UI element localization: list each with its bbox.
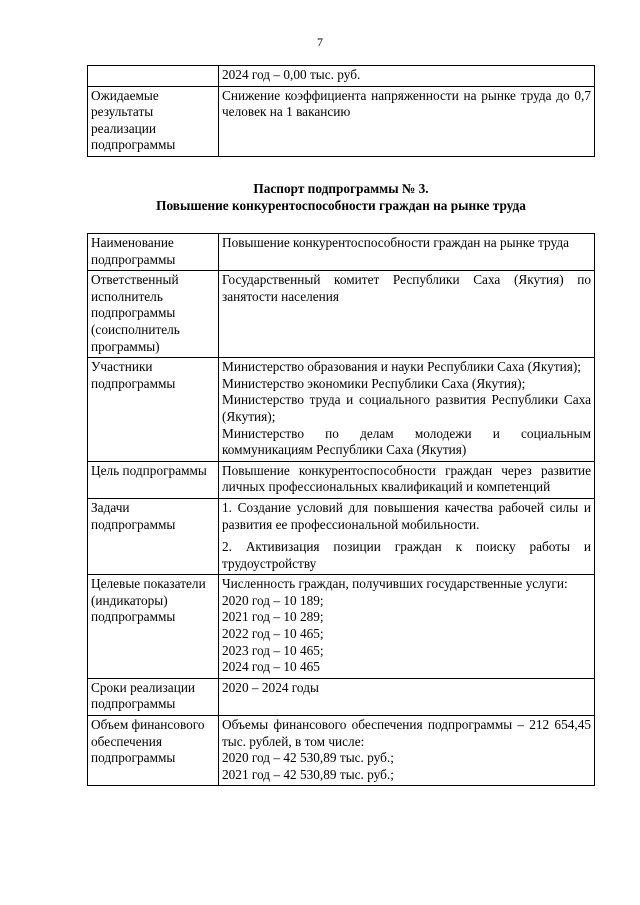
value-line: 2020 год – 10 189; [222, 592, 324, 608]
table-row [88, 66, 595, 87]
value-line: 2022 год – 10 465; [222, 626, 324, 642]
value-line: Повышение конкурентоспособности граждан на рынке труда [222, 235, 569, 250]
heading-line-1: Паспорт подпрограммы № 3. [253, 181, 429, 196]
row-value [219, 498, 595, 574]
passport-table [87, 233, 595, 786]
table-row [88, 575, 595, 679]
value-line: Министерство по делам молодежи и социальным коммуникациям Республики Саха (Якутия) [222, 425, 591, 458]
value-line: 2024 год – 10 465 [222, 659, 320, 675]
value-line: Объемы финансового обеспечения подпрограммы – 212 654,45 тыс. рублей, в том числе: [222, 717, 591, 749]
row-value [219, 461, 595, 498]
heading-line-2: Повышение конкурентоспособности граждан на рынке труда [156, 198, 526, 213]
page-number: 7 [317, 35, 323, 49]
row-value [219, 678, 595, 715]
row-label: Объем финансового обеспечения подпрограммы [88, 716, 219, 786]
row-label: Задачи подпрограммы [88, 498, 219, 574]
row-label: Ответственный исполнитель подпрограммы (соисполнитель программы) [88, 271, 219, 358]
row-label: Целевые показатели (индикаторы) подпрограммы [88, 575, 219, 679]
table-row [88, 678, 595, 715]
section-heading [87, 180, 595, 214]
value-line: 2020 – 2024 годы [222, 679, 319, 695]
value-line: Государственный комитет Республики Саха (Якутия) по занятости населения [222, 272, 591, 304]
row-value [219, 271, 595, 358]
row-value [219, 358, 595, 462]
value-line: Министерство труда и социального развития Республики Саха (Якутия); [222, 392, 591, 424]
value-line: Министерство образования и науки Республики Саха (Якутия); [222, 359, 581, 375]
table-row [88, 716, 595, 786]
table-row [88, 498, 595, 574]
row-value [219, 234, 595, 271]
row-value [219, 716, 595, 786]
table-row [88, 86, 595, 156]
row-value [219, 66, 595, 87]
row-label [88, 66, 219, 87]
row-label: Ожидаемые результаты реализации подпрограммы [88, 86, 219, 156]
value-line: 2023 год – 10 465; [222, 642, 324, 658]
value-line: Численность граждан, получивших государственные услуги: [222, 576, 568, 592]
value-line: Министерство экономики Республики Саха (Якутия); [222, 375, 526, 391]
value-line: Снижение коэффициента напряженности на рынке труда до 0,7 человек на 1 вакансию [222, 87, 591, 120]
row-value [219, 575, 595, 679]
row-label: Сроки реализации подпрограммы [88, 678, 219, 715]
value-line: 2020 год – 42 530,89 тыс. руб.; [222, 750, 394, 766]
row-label: Наименование подпрограммы [88, 234, 219, 271]
row-label: Участники подпрограммы [88, 358, 219, 462]
value-line: Повышение конкурентоспособности граждан через развитие личных профессиональных квалификаций и компетенций [222, 462, 591, 495]
top-table [87, 65, 595, 157]
table-row [88, 461, 595, 498]
table-row [88, 234, 595, 271]
table-row [88, 271, 595, 358]
row-label: Цель подпрограммы [88, 461, 219, 498]
value-line: 2024 год – 0,00 тыс. руб. [222, 67, 361, 82]
row-value [219, 86, 595, 156]
value-line: 1. Создание условий для повышения качества рабочей силы и развития ее профессиональной мобильности. [222, 499, 591, 532]
value-line: 2. Активизация позиции граждан к поиску работы и трудоустройству [222, 539, 591, 571]
value-line: 2021 год – 10 289; [222, 609, 324, 625]
value-line: 2021 год – 42 530,89 тыс. руб.; [222, 766, 394, 782]
table-row [88, 358, 595, 462]
